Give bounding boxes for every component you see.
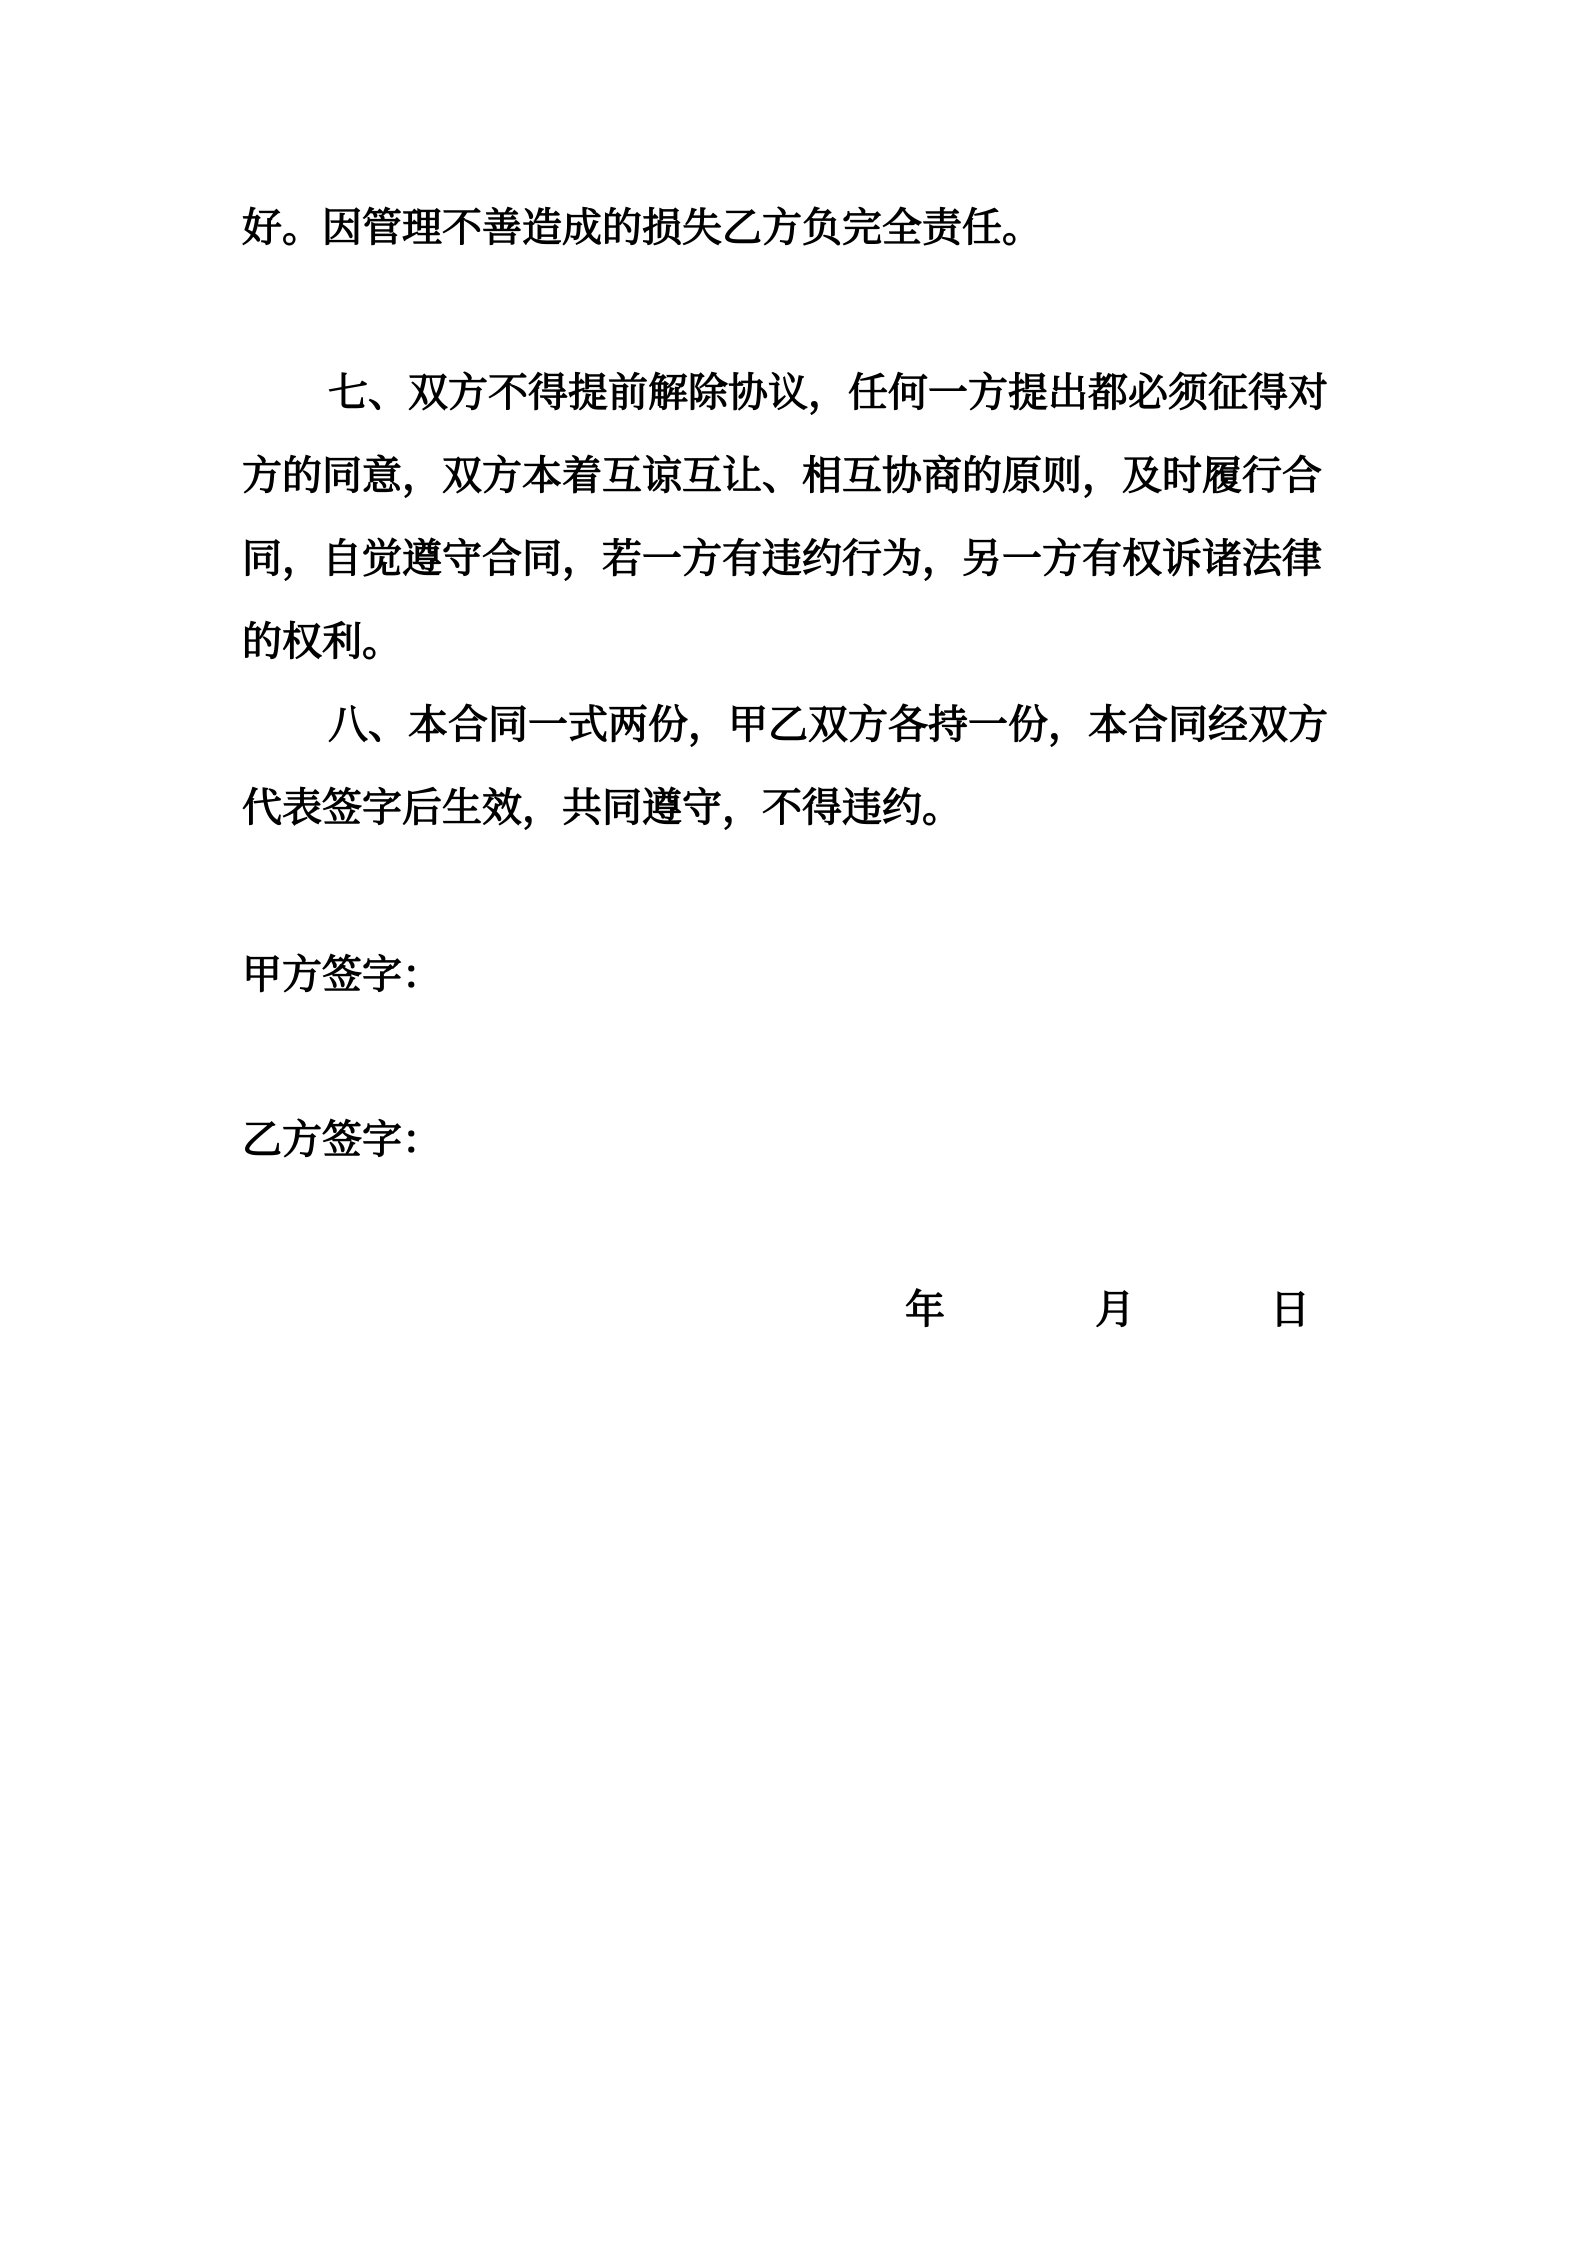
date-month-label: 月 (1095, 1287, 1135, 1333)
party-b-signature-label: 乙方签字： (242, 1117, 442, 1163)
clause-eight-line-2: 代表签字后生效，共同遵守，不得违约。 (242, 785, 962, 831)
party-a-signature-label: 甲方签字： (242, 952, 442, 998)
clause-seven-line-1: 七、双方不得提前解除协议，任何一方提出都必须征得对 (328, 370, 1328, 416)
clause-seven-line-3: 同，自觉遵守合同，若一方有违约行为，另一方有权诉诸法律 (242, 536, 1322, 582)
text-line-1: 好。因管理不善造成的损失乙方负完全责任。 (242, 205, 1042, 251)
date-day-label: 日 (1270, 1287, 1310, 1333)
clause-seven-line-2: 方的同意，双方本着互谅互让、相互协商的原则，及时履行合 (242, 453, 1322, 499)
clause-eight-line-1: 八、本合同一式两份，甲乙双方各持一份，本合同经双方 (328, 702, 1328, 748)
date-year-label: 年 (905, 1287, 945, 1333)
clause-seven-line-4: 的权利。 (242, 619, 402, 665)
